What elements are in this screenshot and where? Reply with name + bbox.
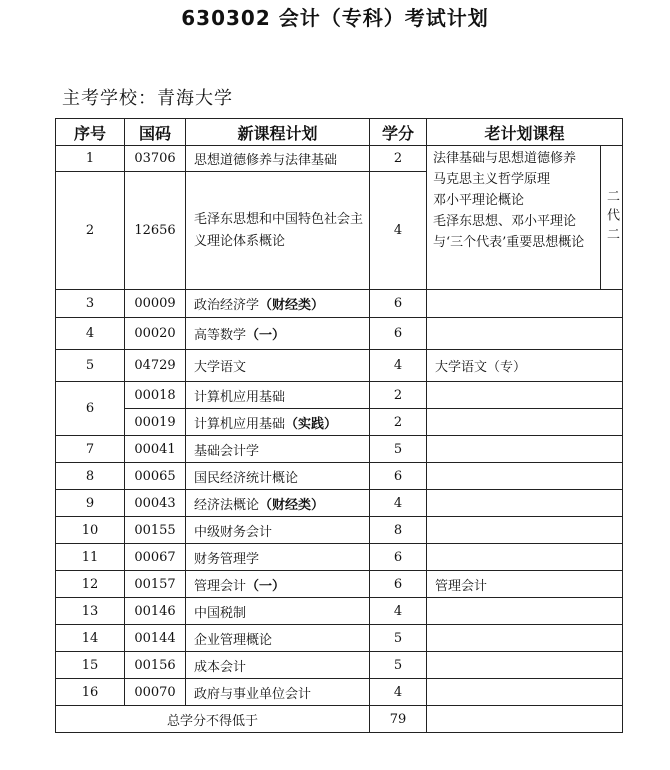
row-old-course [427, 436, 623, 463]
row-credit: 4 [370, 350, 427, 382]
table-row [56, 463, 623, 490]
row-credit: 4 [370, 490, 427, 517]
course-tag: （实践） [285, 416, 338, 432]
row-old-course [427, 598, 623, 625]
old-course-item: 毛泽东思想、邓小平理论与‘三个代表’重要思想概论 [433, 214, 585, 250]
row-old-course [427, 382, 623, 409]
row-code: 00157 [125, 571, 186, 598]
row-code: 12656 [125, 172, 186, 290]
row-credit: 5 [370, 652, 427, 679]
row-course: 思想道德修养与法律基础 [186, 146, 370, 172]
row-code: 00144 [125, 625, 186, 652]
row-credit: 6 [370, 571, 427, 598]
row-credit: 6 [370, 318, 427, 350]
course-name: 政治经济学 [194, 298, 260, 313]
row-old-course [427, 544, 623, 571]
row-code: 00018 [125, 382, 186, 409]
row-course [186, 490, 370, 517]
row-credit: 2 [370, 409, 427, 436]
row-credit: 4 [370, 679, 427, 706]
header-credit: 学分 [370, 119, 427, 146]
row-code: 03706 [125, 146, 186, 172]
total-old-course [427, 706, 623, 733]
row-code: 00009 [125, 290, 186, 318]
row-no: 16 [56, 679, 125, 706]
row-no: 3 [56, 290, 125, 318]
row-course: 计算机应用基础 [186, 382, 370, 409]
row-credit: 8 [370, 517, 427, 544]
row-course: 企业管理概论 [186, 625, 370, 652]
row-code: 00019 [125, 409, 186, 436]
total-row [56, 706, 623, 733]
course-name: 计算机应用基础 [194, 416, 286, 432]
course-tag: （一） [246, 578, 286, 594]
row-old-course [427, 625, 623, 652]
row-code: 00156 [125, 652, 186, 679]
row-code: 00146 [125, 598, 186, 625]
row-course: 中国税制 [186, 598, 370, 625]
row-credit: 6 [370, 544, 427, 571]
header-old-course: 老计划课程 [427, 119, 623, 146]
row-course: 大学语文 [186, 350, 370, 382]
row-credit: 4 [370, 172, 427, 290]
table-row [56, 436, 623, 463]
table-row [56, 544, 623, 571]
row-no: 10 [56, 517, 125, 544]
row-old-course: 管理会计 [427, 571, 623, 598]
row-old-course: 大学语文（专） [427, 350, 623, 382]
header-no: 序号 [56, 119, 125, 146]
row-course: 毛泽东思想和中国特色社会主义理论体系概论 [186, 172, 370, 290]
row-course [186, 318, 370, 350]
course-name: 管理会计 [194, 578, 247, 594]
row-credit: 6 [370, 290, 427, 318]
row-code: 00065 [125, 463, 186, 490]
course-name: 高等数学 [194, 328, 247, 343]
row-course: 成本会计 [186, 652, 370, 679]
row-no: 2 [56, 172, 125, 290]
row-old-course [427, 517, 623, 544]
row-code: 00070 [125, 679, 186, 706]
old-course-item: 法律基础与思想道德修养 [433, 151, 577, 166]
course-tag: （财经类） [259, 497, 325, 513]
row-old-course [427, 409, 623, 436]
row-no: 11 [56, 544, 125, 571]
school-label: 主考学校：青海大学 [62, 88, 233, 109]
row-code: 00020 [125, 318, 186, 350]
row-old-course [427, 652, 623, 679]
row-no: 12 [56, 571, 125, 598]
total-credit: 79 [370, 706, 427, 733]
table-header-row [56, 119, 623, 146]
table-row [56, 382, 623, 409]
row-code: 00067 [125, 544, 186, 571]
row-course: 国民经济统计概论 [186, 463, 370, 490]
table-row [56, 490, 623, 517]
row-no: 7 [56, 436, 125, 463]
table-row [56, 290, 623, 318]
row-course: 政府与事业单位会计 [186, 679, 370, 706]
row-no: 6 [56, 382, 125, 436]
course-tag: （财经类） [259, 298, 325, 313]
table-row [56, 571, 623, 598]
row-old-course [427, 463, 623, 490]
old-course-group [427, 146, 601, 290]
row-credit: 5 [370, 625, 427, 652]
row-course: 财务管理学 [186, 544, 370, 571]
row-credit: 5 [370, 436, 427, 463]
row-old-course [427, 318, 623, 350]
row-course: 基础会计学 [186, 436, 370, 463]
old-course-item: 邓小平理论概论 [433, 193, 525, 208]
table-row [56, 517, 623, 544]
row-no: 5 [56, 350, 125, 382]
row-no: 14 [56, 625, 125, 652]
row-old-course [427, 679, 623, 706]
row-code: 00043 [125, 490, 186, 517]
table-row [56, 146, 623, 172]
row-credit: 2 [370, 382, 427, 409]
row-no: 9 [56, 490, 125, 517]
row-no: 8 [56, 463, 125, 490]
row-course: 中级财务会计 [186, 517, 370, 544]
row-credit: 2 [370, 146, 427, 172]
table-row [56, 679, 623, 706]
table-row [56, 625, 623, 652]
row-course [186, 290, 370, 318]
row-code: 00155 [125, 517, 186, 544]
row-old-course [427, 290, 623, 318]
table-row [56, 598, 623, 625]
row-credit: 4 [370, 598, 427, 625]
row-course [186, 409, 370, 436]
header-new-course: 新课程计划 [186, 119, 370, 146]
row-old-course [427, 490, 623, 517]
table-row [56, 318, 623, 350]
row-no: 13 [56, 598, 125, 625]
table-row [56, 350, 623, 382]
exam-plan-table [55, 118, 623, 733]
row-no: 4 [56, 318, 125, 350]
row-no: 15 [56, 652, 125, 679]
row-credit: 6 [370, 463, 427, 490]
old-course-note: 二代二 [601, 146, 623, 290]
row-code: 00041 [125, 436, 186, 463]
course-tag: （一） [246, 328, 286, 343]
table-row [56, 652, 623, 679]
row-course [186, 571, 370, 598]
row-code: 04729 [125, 350, 186, 382]
table-row [56, 409, 623, 436]
course-name: 经济法概论 [194, 497, 260, 513]
old-course-item: 马克思主义哲学原理 [433, 172, 551, 187]
row-no: 1 [56, 146, 125, 172]
total-label: 总学分不得低于 [56, 706, 370, 733]
page-title: 630302 会计（专科）考试计划 [181, 6, 489, 30]
header-code: 国码 [125, 119, 186, 146]
